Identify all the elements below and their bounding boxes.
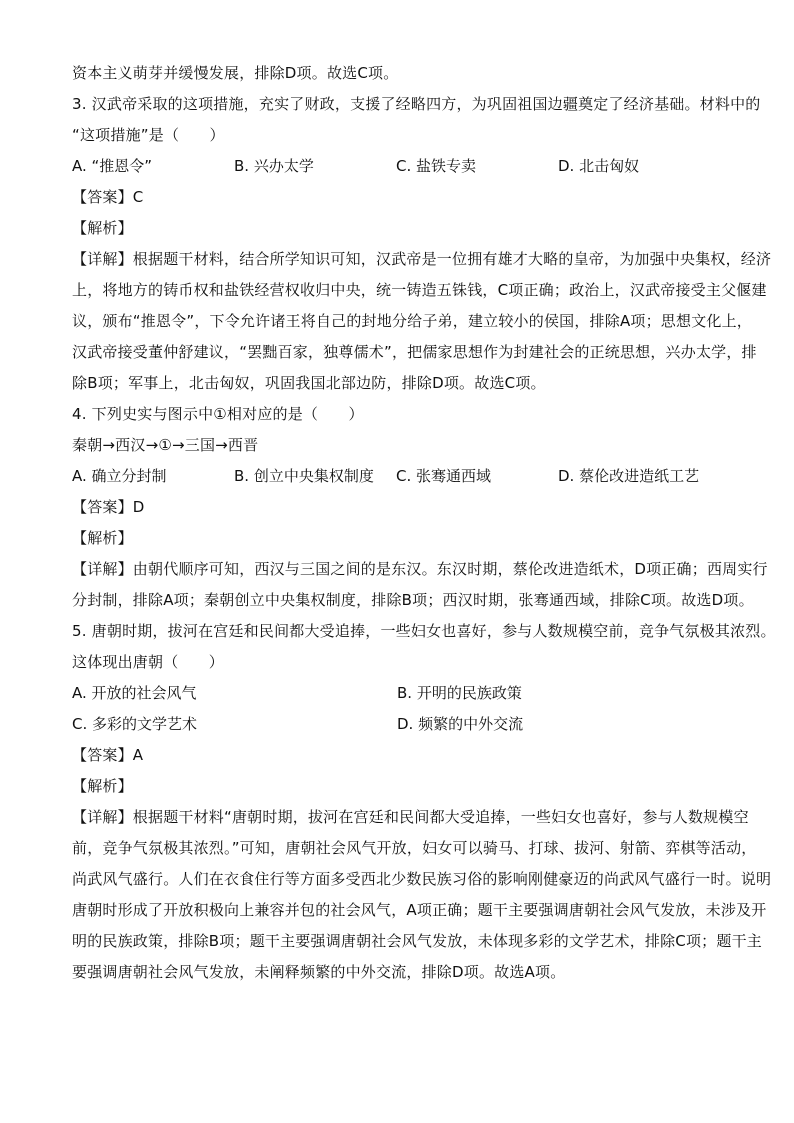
q3-answer: 【答案】C xyxy=(72,188,144,206)
q4-option-d: D. 蔡伦改进造纸工艺 xyxy=(558,467,700,485)
q5-detail-6: 要强调唐朝社会风气发放，未阐释频繁的中外交流，排除D项。故选A项。 xyxy=(72,963,566,981)
q4-detail-2: 分封制，排除A项；秦朝创立中央集权制度，排除B项；西汉时期，张骞通西域，排除C项。故选D项。 xyxy=(72,591,754,609)
q3-detail-4: 汉武帝接受董仲舒建议，“罢黜百家，独尊儒术”，把儒家思想作为封建社会的正统思想，兴办太学，排 xyxy=(72,343,757,361)
q5-option-d: D. 频繁的中外交流 xyxy=(397,715,524,733)
q4-detail-1: 【详解】由朝代顺序可知，西汉与三国之间的是东汉。东汉时期，蔡伦改进造纸术，D项正确；西周实行 xyxy=(72,560,768,578)
q5-options-row-2 xyxy=(72,709,722,740)
q4-option-b: B. 创立中央集权制度 xyxy=(234,467,374,485)
q4-analysis-label: 【解析】 xyxy=(72,529,133,547)
q5-stem-line-1: 5. 唐朝时期，拔河在宫廷和民间都大受追捧，一些妇女也喜好，参与人数规模空前，竞争气氛极其浓烈。 xyxy=(72,622,776,640)
q3-option-d: D. 北击匈奴 xyxy=(558,157,640,175)
q5-stem-line-2: 这体现出唐朝（ ） xyxy=(72,653,225,671)
q5-option-c: C. 多彩的文学艺术 xyxy=(72,715,198,733)
q3-stem-line-2: “这项措施”是（ ） xyxy=(72,126,225,144)
q4-options xyxy=(72,461,722,492)
q5-analysis-label: 【解析】 xyxy=(72,777,133,795)
intro-line: 资本主义萌芽并缓慢发展，排除D项。故选C项。 xyxy=(72,64,399,82)
q3-detail-1: 【详解】根据题干材料，结合所学知识可知，汉武帝是一位拥有雄才大略的皇帝，为加强中央集权，经济 xyxy=(72,250,772,268)
q5-detail-1: 【详解】根据题干材料“唐朝时期，拔河在宫廷和民间都大受追捧，一些妇女也喜好，参与人数规模空 xyxy=(72,808,749,826)
q4-option-c: C. 张骞通西域 xyxy=(396,467,492,485)
q5-option-b: B. 开明的民族政策 xyxy=(397,684,522,702)
q5-option-a: A. 开放的社会风气 xyxy=(72,684,197,702)
q3-analysis-label: 【解析】 xyxy=(72,219,133,237)
q3-detail-5: 除B项；军事上，北击匈奴，巩固我国北部边防，排除D项。故选C项。 xyxy=(72,374,546,392)
q3-option-c: C. 盐铁专卖 xyxy=(396,157,477,175)
q5-detail-4: 唐朝时形成了开放积极向上兼容并包的社会风气，A项正确；题干主要强调唐朝社会风气发放，未涉及开 xyxy=(72,901,767,919)
q5-options-row-1 xyxy=(72,678,722,709)
q3-option-a: A. “推恩令” xyxy=(72,157,153,175)
q3-detail-2: 上，将地方的铸币权和盐铁经营权收归中央，统一铸造五铢钱，C项正确；政治上，汉武帝接受主父偃建 xyxy=(72,281,767,299)
q3-options xyxy=(72,151,722,182)
q4-option-a: A. 确立分封制 xyxy=(72,467,167,485)
q4-answer: 【答案】D xyxy=(72,498,145,516)
q3-detail-3: 议，颁布“推恩令”，下令允许诸王将自己的封地分给子弟，建立较小的侯国，排除A项；思想文化上， xyxy=(72,312,753,330)
q5-detail-3: 尚武风气盛行。人们在衣食住行等方面多受西北少数民族习俗的影响刚健豪迈的尚武风气盛行一时。说明 xyxy=(72,870,772,888)
q5-answer: 【答案】A xyxy=(72,746,144,764)
q4-stem-line-2: 秦朝→西汉→①→三国→西晋 xyxy=(72,436,259,454)
q5-detail-5: 明的民族政策，排除B项；题干主要强调唐朝社会风气发放，未体现多彩的文学艺术，排除C项；题干主 xyxy=(72,932,762,950)
q3-stem-line-1: 3. 汉武帝采取的这项措施，充实了财政，支援了经略四方，为巩固祖国边疆奠定了经济基础。材料中的 xyxy=(72,95,761,113)
document-page xyxy=(72,58,776,988)
q4-stem-line-1: 4. 下列史实与图示中①相对应的是（ ） xyxy=(72,405,364,423)
q5-detail-2: 前，竞争气氛极其浓烈。”可知，唐朝社会风气开放，妇女可以骑马、打球、拔河、射箭、弈棋等活动， xyxy=(72,839,757,857)
q3-option-b: B. 兴办太学 xyxy=(234,157,314,175)
